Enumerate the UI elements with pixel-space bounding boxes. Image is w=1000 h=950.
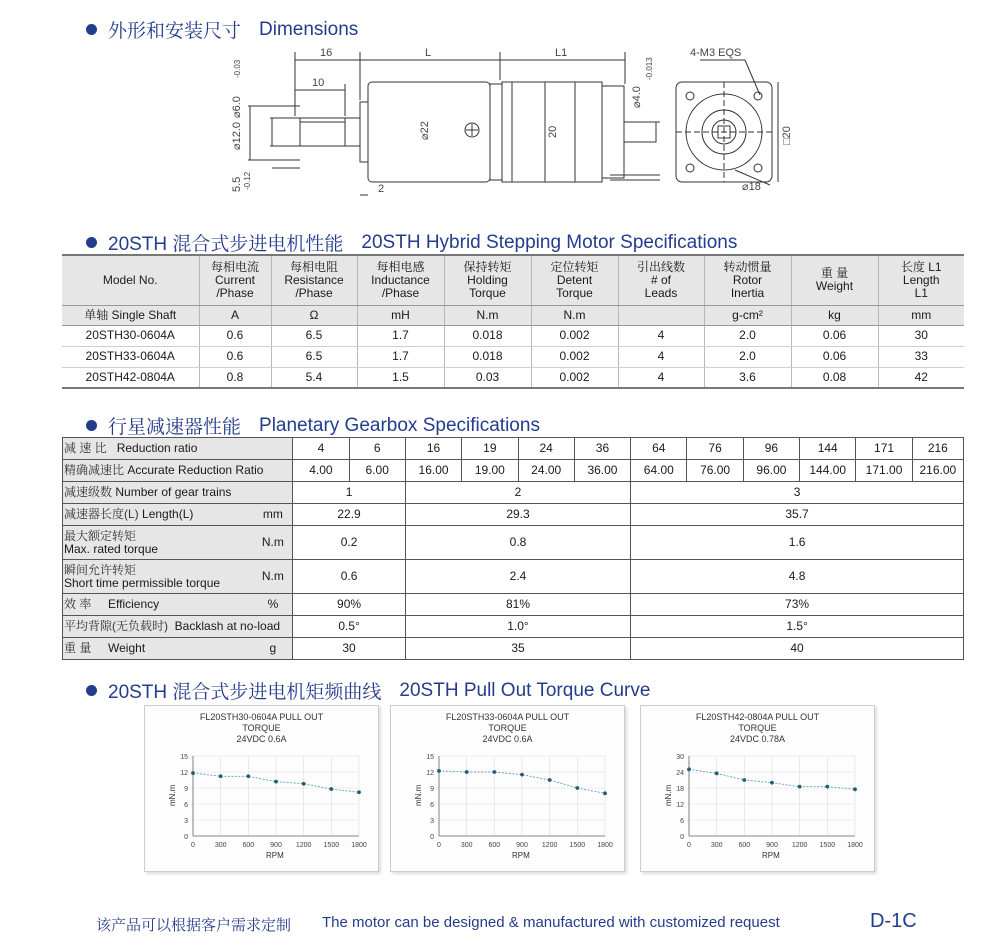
dim-label: □20 [781,126,793,145]
table-cell: 2.0 [704,346,791,367]
table-cell: 0.03 [444,367,531,388]
x-axis-label: RPM [266,851,284,860]
dim-label: -0.013 [645,57,654,80]
data-point [465,770,469,774]
column-header [62,255,199,305]
row-label-en: Length(L) [142,507,194,521]
table-row [62,346,964,367]
unit-cell: N.m [531,305,618,325]
table-cell: 64 [631,438,687,460]
table-cell: 4 [618,325,704,346]
unit-cell: N.m [254,526,293,560]
y-tick-label: 30 [676,754,684,761]
header-line: Holding [467,272,508,287]
x-tick-label: 1500 [819,842,836,849]
unit-cell: % [254,594,293,616]
torque-chart-3 [640,705,875,872]
table-cell: 29.3 [405,504,630,526]
table-cell: 81% [405,594,630,616]
table-cell: 0.8 [405,526,630,560]
header-line: 定位转矩 [550,259,599,274]
x-tick-label: 300 [710,842,723,849]
column-header [878,255,964,305]
page-number: D-1C [870,910,917,932]
chart-subtitle: TORQUE [242,723,281,733]
dim-label: L [425,47,432,59]
section-title-en: Dimensions [259,18,359,40]
table-cell: 3 [631,482,964,504]
motor-spec-table [62,254,964,389]
table-cell: 19 [462,438,518,460]
table-cell: 96.00 [743,460,799,482]
torque-chart-1 [144,705,379,872]
chart-subtitle: TORQUE [738,723,777,733]
header-line: 每相电流 [210,259,259,274]
row-label-zh: 效 率 [64,597,92,611]
data-point [219,774,223,778]
y-tick-label: 0 [430,834,434,841]
table-cell: 90% [293,594,406,616]
data-point [687,767,691,771]
data-point [825,785,829,789]
table-cell: 0.002 [531,367,618,388]
x-tick-label: 300 [460,842,473,849]
table-cell: 20STH33-0604A [62,346,199,367]
x-tick-label: 0 [191,842,195,849]
gearbox-row-trains [63,482,964,504]
gearbox-spec-table [62,437,964,660]
dim-label: ⌀6.0 [231,96,243,118]
dim-label: 16 [320,47,333,59]
header-line: Current [214,272,255,287]
row-label-zh: 减速器长度(L) [64,507,139,521]
row-label-en: Efficiency [108,597,160,611]
footer-note-en: The motor can be designed & manufactured with customized request [322,914,780,931]
table-cell: 22.9 [293,504,406,526]
row-label-zh: 最大额定转矩 [64,528,137,543]
table-cell: 19.00 [462,460,518,482]
x-tick-label: 1500 [569,842,586,849]
table-cell: 24 [518,438,574,460]
data-point [742,778,746,782]
section-title-zh: 外形和安装尺寸 [108,21,242,42]
y-tick-label: 18 [676,786,684,793]
unit-cell: N.m [254,560,293,594]
table-cell: 2 [405,482,630,504]
table-cell: 73% [631,594,964,616]
unit-cell: kg [791,305,878,325]
table-cell: 1.5° [631,616,964,638]
table-cell: 16.00 [405,460,461,482]
data-point [329,787,333,791]
table-cell: 216 [912,438,963,460]
header-line: Weight [815,279,854,294]
table-cell: 0.8 [199,367,271,388]
section-curve-title [86,677,650,704]
data-point [548,778,552,782]
header-line: /Phase [216,285,254,300]
x-tick-label: 1500 [323,842,340,849]
x-tick-label: 0 [687,842,691,849]
data-point [357,790,361,794]
table-cell: 4.00 [293,460,349,482]
table-cell: 0.5° [293,616,406,638]
motor-table-units [62,305,964,325]
section-title-en: Planetary Gearbox Specifications [259,414,540,436]
dim-label: 20 [547,125,559,138]
x-tick-label: 1800 [597,842,613,849]
bullet-icon [86,685,97,696]
header-line: Length [902,272,940,287]
x-tick-label: 600 [242,842,255,849]
table-cell: 1.7 [357,325,444,346]
header-line: Inductance [371,272,430,287]
y-tick-label: 9 [430,786,434,793]
table-cell: 64.00 [631,460,687,482]
header-line: 每相电阻 [289,259,338,274]
dim-label: 4-M3 EQS [690,47,742,59]
table-cell: 0.6 [199,325,271,346]
table-cell: 5.4 [271,367,357,388]
table-cell: 2.4 [405,560,630,594]
gearbox-row-length [63,504,964,526]
data-point [302,782,306,786]
unit-cell: Ω [271,305,357,325]
table-cell: 6.5 [271,346,357,367]
unit-cell: mm [878,305,964,325]
unit-cell: N.m [444,305,531,325]
y-tick-label: 12 [180,770,188,777]
header-line: L1 [914,285,928,300]
column-header [531,255,618,305]
row-label-zh: 减 速 比 [64,441,107,455]
y-tick-label: 0 [184,834,188,841]
row-label-zh: 瞬间允许转矩 [64,562,137,577]
torque-chart-2 [390,705,625,872]
row-label-en: Weight [108,641,146,655]
column-header [357,255,444,305]
header-line: Resistance [284,272,344,287]
table-cell: 216.00 [912,460,963,482]
table-cell: 2.0 [704,325,791,346]
motor-table-header [62,255,964,305]
gearbox-row-ratio [63,438,964,460]
section-motor-title [86,229,737,256]
table-cell: 0.002 [531,325,618,346]
row-label-en: Backlash at no-load [174,619,281,633]
chart-subtitle: 24VDC 0.78A [729,734,786,744]
table-cell: 33 [878,346,964,367]
table-cell: 1.0° [405,616,630,638]
header-line: 保持转矩 [463,259,512,274]
header-line: Rotor [732,272,763,287]
header-line: /Phase [381,285,420,300]
table-cell: 0.08 [791,367,878,388]
unit-cell: g [254,638,293,660]
table-cell: 4 [293,438,349,460]
header-line: Torque [556,285,593,300]
column-header [199,255,271,305]
y-tick-label: 15 [180,754,188,761]
table-cell: 171 [856,438,912,460]
table-cell: 144 [800,438,856,460]
header-line: /Phase [295,285,333,300]
bullet-icon [86,237,97,248]
row-label-zh: 平均背隙(无负载时) [64,619,168,633]
x-tick-label: 600 [488,842,501,849]
section-dimensions-title [86,16,358,43]
table-row [62,367,964,388]
x-tick-label: 900 [516,842,528,849]
data-point [770,781,774,785]
dim-label: L1 [555,47,568,59]
table-cell: 0.06 [791,325,878,346]
table-cell: 0.06 [791,346,878,367]
gearbox-row-weight [63,638,964,660]
dimension-drawing [0,40,1000,200]
data-point [274,780,278,784]
x-tick-label: 1200 [295,842,312,849]
column-header [271,255,357,305]
unit-cell [618,305,704,325]
x-axis-label: RPM [512,851,530,860]
table-cell: 40 [631,638,964,660]
table-cell: 36.00 [574,460,630,482]
data-point [798,785,802,789]
table-cell: 4 [618,367,704,388]
y-axis-label: mN.m [414,784,423,806]
dim-label: ⌀18 [742,181,761,193]
dim-label: -0.12 [243,171,252,190]
header-line: 重 量 [820,266,849,281]
y-tick-label: 3 [430,818,434,825]
x-axis-label: RPM [762,851,780,860]
column-header [444,255,531,305]
table-cell: 35.7 [631,504,964,526]
header-line: # of [650,272,671,287]
chart-subtitle: 24VDC 0.6A [236,734,287,744]
x-tick-label: 0 [437,842,441,849]
header-line: 每相电感 [376,259,425,274]
y-axis-label: mN.m [168,784,177,806]
bullet-icon [86,24,97,35]
table-cell: 4.8 [631,560,964,594]
header-line: Torque [469,285,506,300]
section-title-en: 20STH Hybrid Stepping Motor Specifications [361,231,738,253]
table-cell: 6.00 [349,460,405,482]
table-cell: 1.6 [631,526,964,560]
y-tick-label: 12 [426,770,434,777]
row-label-en: Number of gear trains [115,485,232,499]
dim-label: ⌀12.0 [231,121,243,150]
section-title-zh: 行星减速器性能 [108,417,242,438]
column-header [791,255,878,305]
row-label-en: Max. rated torque [64,541,159,556]
column-header [704,255,791,305]
table-cell: 0.002 [531,346,618,367]
table-cell: 20STH42-0804A [62,367,199,388]
dim-label: 5.5 [231,176,243,192]
x-tick-label: 900 [270,842,282,849]
unit-cell: mm [254,504,293,526]
x-tick-label: 1800 [351,842,367,849]
gearbox-row-accurate [63,460,964,482]
y-tick-label: 6 [184,802,188,809]
x-tick-label: 1200 [791,842,808,849]
section-gearbox-title [86,412,540,439]
data-point [853,787,857,791]
data-point [246,774,250,778]
dim-label: -0.03 [233,59,242,78]
y-tick-label: 6 [430,802,434,809]
table-cell: 24.00 [518,460,574,482]
table-cell: 20STH30-0604A [62,325,199,346]
table-cell: 76.00 [687,460,743,482]
header-line: 引出线数 [636,259,685,274]
data-point [575,786,579,790]
chart-title: FL20STH42-0804A PULL OUT [695,712,820,722]
chart-subtitle: TORQUE [488,723,527,733]
footer-note-zh: 该产品可以根据客户需求定制 [96,917,292,934]
gearbox-row-backlash [63,616,964,638]
table-cell: 1.5 [357,367,444,388]
data-point [520,773,524,777]
row-label-en: Accurate Reduction Ratio [127,463,264,477]
header-line: Detent [556,272,593,287]
header-line: Leads [644,285,678,300]
row-label-zh: 精确减速比 [64,463,125,477]
table-cell: 171.00 [856,460,912,482]
y-tick-label: 0 [680,834,684,841]
column-header [618,255,704,305]
bullet-icon [86,420,97,431]
table-cell: 0.2 [293,526,406,560]
chart-title: FL20STH30-0604A PULL OUT [199,712,324,722]
y-tick-label: 15 [426,754,434,761]
table-cell: 0.6 [293,560,406,594]
y-tick-label: 12 [676,802,684,809]
table-cell: 0.6 [199,346,271,367]
row-label-en: Reduction ratio [116,441,198,455]
gearbox-row-efficiency [63,594,964,616]
table-cell: 144.00 [800,460,856,482]
table-cell: 35 [405,638,630,660]
table-cell: 30 [293,638,406,660]
section-title-en: 20STH Pull Out Torque Curve [399,679,651,701]
x-tick-label: 1200 [541,842,558,849]
table-cell: 36 [574,438,630,460]
table-cell: 1.7 [357,346,444,367]
unit-cell: mH [357,305,444,325]
table-cell: 0.018 [444,346,531,367]
y-tick-label: 24 [676,770,684,777]
unit-cell: A [199,305,271,325]
row-label-zh: 重 量 [64,641,92,655]
table-cell: 0.018 [444,325,531,346]
header-line: 长度 L1 [900,259,942,274]
dim-label: 10 [312,77,325,89]
table-cell: 1 [293,482,406,504]
x-tick-label: 900 [766,842,778,849]
row-label-zh: 减速级数 [64,485,113,499]
row-label-en: Short time permissible torque [64,575,221,590]
data-point [191,771,195,775]
table-cell: 42 [878,367,964,388]
header-line: Model No. [102,272,158,287]
gearbox-row-max-torque [63,526,964,560]
table-cell: 4 [618,346,704,367]
table-cell: 96 [743,438,799,460]
table-cell: 76 [687,438,743,460]
unit-cell: g-cm² [704,305,791,325]
table-row [62,325,964,346]
table-cell: 16 [405,438,461,460]
data-point [492,770,496,774]
y-tick-label: 9 [184,786,188,793]
dim-label: ⌀4.0 [631,86,643,108]
x-tick-label: 600 [738,842,751,849]
y-tick-label: 6 [680,818,684,825]
data-point [603,791,607,795]
chart-subtitle: 24VDC 0.6A [482,734,533,744]
x-tick-label: 1800 [847,842,863,849]
y-axis-label: mN.m [664,784,673,806]
section-title-zh: 20STH 混合式步进电机矩频曲线 [108,682,382,703]
table-cell: 6 [349,438,405,460]
gearbox-row-short-torque [63,560,964,594]
x-tick-label: 300 [214,842,227,849]
chart-title: FL20STH33-0604A PULL OUT [445,712,570,722]
header-line: Inertia [730,285,765,300]
header-line: 转动惯量 [723,259,772,274]
data-point [437,769,441,773]
data-point [715,771,719,775]
dim-label: ⌀22 [419,121,431,140]
dim-label: 2 [378,183,385,195]
unit-cell: 单轴 Single Shaft [62,305,199,325]
section-title-zh: 20STH 混合式步进电机性能 [108,234,344,255]
table-cell: 6.5 [271,325,357,346]
table-cell: 30 [878,325,964,346]
y-tick-label: 3 [184,818,188,825]
table-cell: 3.6 [704,367,791,388]
